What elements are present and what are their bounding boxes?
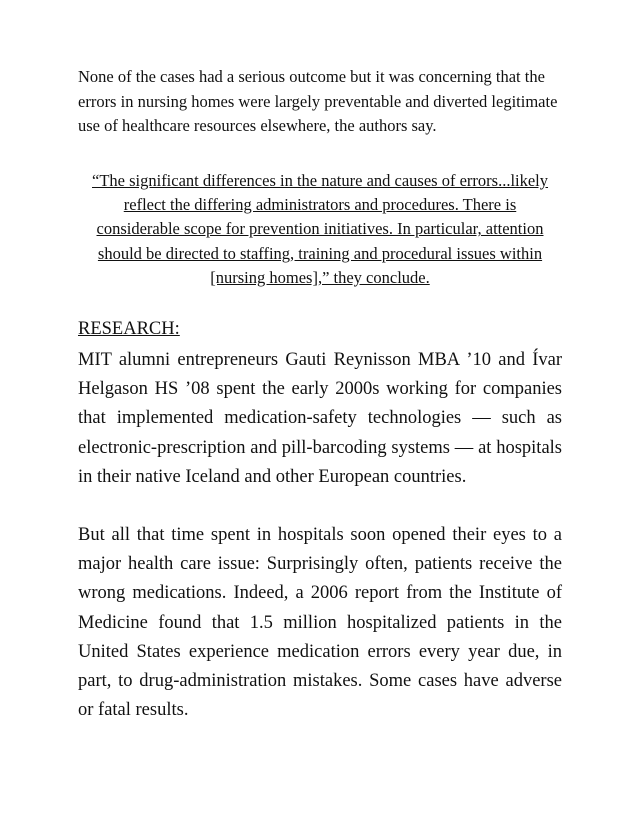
quote-paragraph: “The significant differences in the nature and causes of errors...likely reflect the differing administrators and procedures. There is considerable scope for prevention initiatives. In particular, attention should be directed to staffing, training and procedural issues within [nursing homes],” they conclude. [92,171,549,287]
intro-paragraph: None of the cases had a serious outcome but it was concerning that the errors in nursing homes were largely preventable and diverted legitimate use of healthcare resources elsewhere, the authors say. [78,67,558,135]
research-paragraph: MIT alumni entrepreneurs Gauti Reynisson MBA ’10 and Ívar Helgason HS ’08 spent the early 2000s working for companies that implemented medication-safety technologies — such as electronic-prescription and pill-barcoding systems — at hospitals in their native Iceland and other European countries. [78,350,562,487]
research-paragraph: But all that time spent in hospitals soon opened their eyes to a major health care issue: Surprisingly often, patients receive the wrong medications. Indeed, a 2006 report from the Institute of Medicine found that 1.5 million hospitalized patients in the United States experience medication errors every year due, in part, to drug-administration mistakes. Some cases have adverse or fatal results. [78,525,562,721]
section-heading: RESEARCH: [78,319,180,339]
